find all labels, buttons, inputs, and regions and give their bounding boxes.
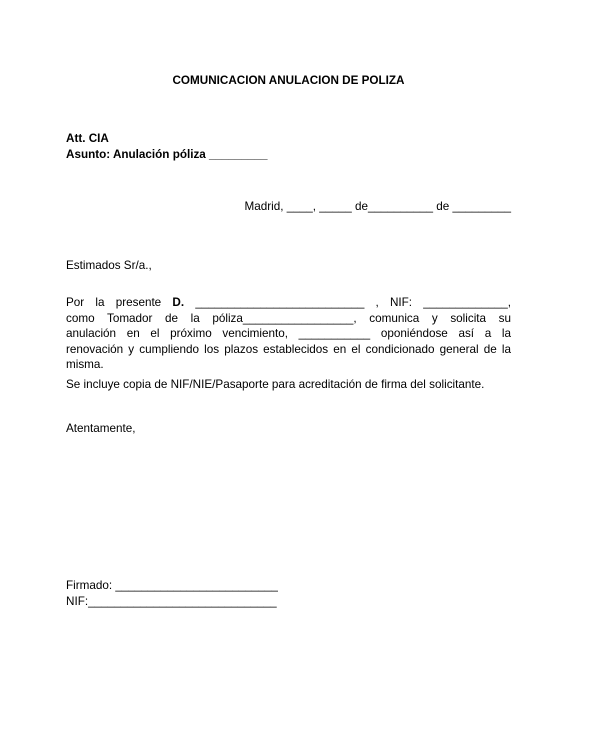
body-line-4: renovación y cumpliendo los plazos establecidos en el condicionado general de la [66, 342, 511, 356]
body-line-1 [66, 295, 511, 311]
body-line-5: misma. [66, 358, 104, 371]
body-line-2: como Tomador de la póliza_________________, comunica y solicita su [66, 311, 511, 325]
date-place-line: Madrid, ____, _____ de__________ de _________ [244, 200, 511, 213]
body-paragraph [66, 295, 511, 373]
body-line-1-pre: Por la presente [66, 296, 162, 309]
nif-line: NIF:_____________________________ [66, 594, 277, 608]
document-title: COMUNICACION ANULACION DE POLIZA [172, 74, 405, 87]
signature-line: Firmado: _________________________ [66, 579, 278, 592]
body-line-3: anulación en el próximo vencimiento, ___________ oponiéndose así a la [66, 327, 511, 340]
body-line-1-bold: D. [172, 296, 185, 309]
recipient-line: Att. CIA [66, 132, 109, 145]
closing-line: Atentamente, [66, 422, 136, 435]
attachment-note: Se incluye copia de NIF/NIE/Pasaporte para acreditación de firma del solicitante. [66, 378, 485, 391]
subject-line: Asunto: Anulación póliza _________ [66, 147, 268, 161]
body-line-1-post: __________________________ , NIF: _____________, [195, 296, 512, 309]
salutation: Estimados Sr/a., [66, 259, 152, 272]
